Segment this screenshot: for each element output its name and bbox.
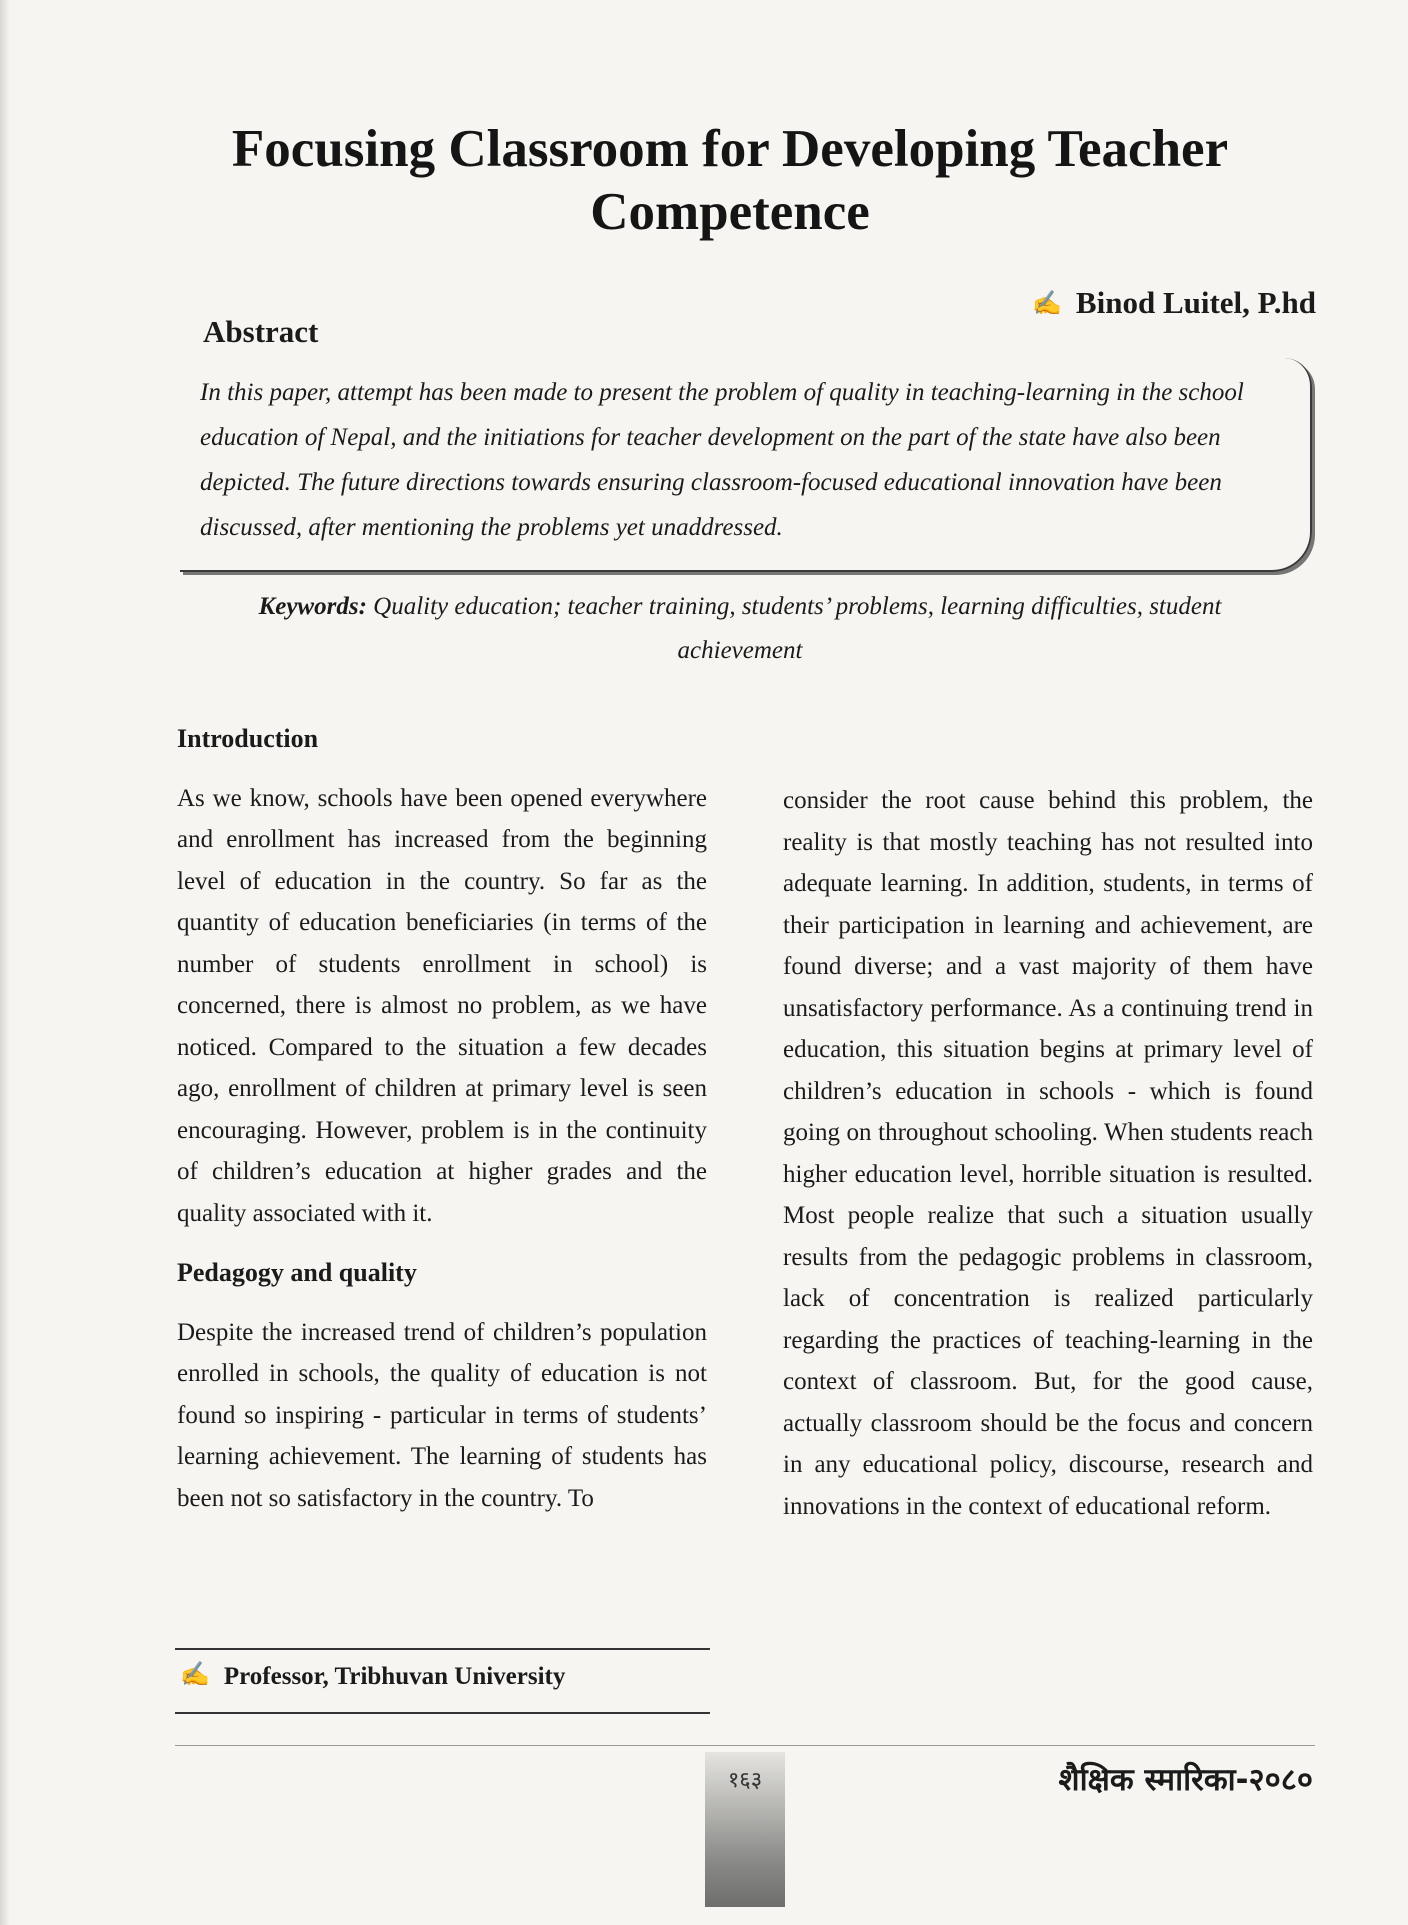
abstract-heading: Abstract bbox=[203, 314, 319, 349]
footer-publication-title: शैक्षिक स्मारिका-२०८० bbox=[1058, 1762, 1313, 1798]
author-name: Binod Luitel, P.hd bbox=[1075, 285, 1316, 320]
left-column bbox=[177, 718, 707, 1519]
footnote-rule-top bbox=[175, 1648, 710, 1650]
author-line bbox=[1032, 285, 1316, 321]
introduction-heading: Introduction bbox=[177, 724, 319, 753]
pedagogy-heading: Pedagogy and quality bbox=[177, 1258, 417, 1287]
footnote bbox=[180, 1660, 565, 1691]
pedagogy-paragraph: Despite the increased trend of children’s population enrolled in schools, the quality of education is not found so inspiring - particular in terms of students’ learning achievement. The learning of students has been not so satisfactory in the country. To bbox=[177, 1318, 707, 1512]
right-column bbox=[783, 780, 1313, 1527]
pen-icon: ✍ bbox=[180, 1662, 210, 1688]
footer-rule bbox=[175, 1745, 1315, 1746]
footnote-text: Professor, Tribhuvan University bbox=[223, 1663, 566, 1690]
right-column-paragraph: consider the root cause behind this problem, the reality is that mostly teaching has not resulted into adequate learning. In addition, students, in terms of their participation in learning and achievement, are found diverse; and a vast majority of them have unsatisfactory performance. As a continuing trend in education, this situation begins at primary level of children’s education in schools - which is found going on throughout schooling. When students reach higher education level, horrible situation is resulted. Most people realize that such a situation usually results from the pedagogic problems in classroom, lack of concentration is realized particularly regarding the practices of teaching-learning in the context of classroom. But, for the good cause, actually classroom should be the focus and concern in any educational policy, discourse, research and innovations in the context of educational reform. bbox=[783, 787, 1313, 1520]
page-number: १६३ bbox=[705, 1752, 785, 1907]
abstract-text: In this paper, attempt has been made to present the problem of quality in teaching-learning in the school education of Nepal, and the initiations for teacher development on the part of the state have also been depicted. The future directions towards ensuring classroom-focused educational innovation have been discussed, after mentioning the problems yet unaddressed. bbox=[200, 379, 1244, 541]
footnote-rule-bottom bbox=[175, 1712, 710, 1714]
introduction-paragraph: As we know, schools have been opened everywhere and enrollment has increased from the beginning level of education in the country. So far as the quantity of education beneficiaries (in terms of the number of students enrollment in school) is concerned, there is almost no problem, as we have noticed. Compared to the situation a few decades ago, enrollment of children at primary level is seen encouraging. However, problem is in the continuity of children’s education at higher grades and the quality associated with it. bbox=[177, 784, 707, 1227]
scan-edge bbox=[0, 0, 10, 1925]
keywords-text: Quality education; teacher training, students’ problems, learning difficulties, student achievement bbox=[373, 593, 1222, 664]
page-title: Focusing Classroom for Developing Teacher Competence bbox=[231, 120, 1229, 241]
keywords bbox=[200, 585, 1280, 673]
keywords-label: Keywords: bbox=[258, 593, 367, 620]
pen-icon: ✍ bbox=[1032, 291, 1062, 317]
